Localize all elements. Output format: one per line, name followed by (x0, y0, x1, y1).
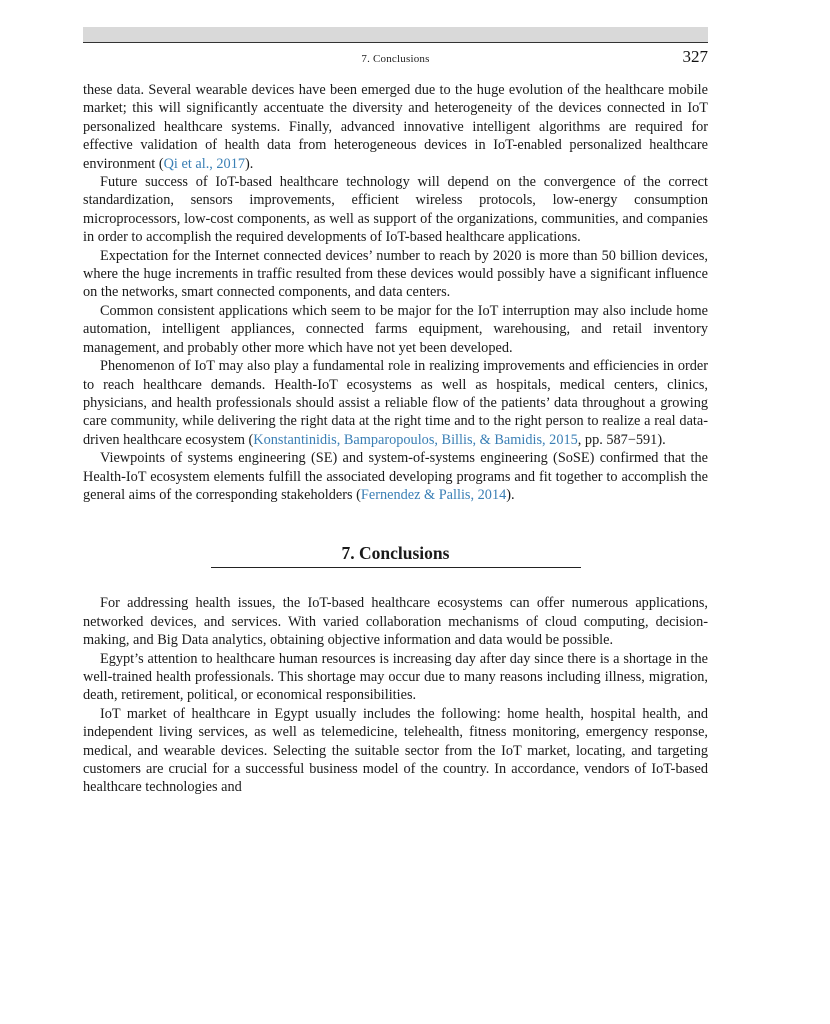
paragraph-1 (83, 81, 708, 173)
paragraph-text: Future success of IoT-based healthcare technology will depend on the convergence of the correct standardization, sensors improvements, efficient wireless protocols, low-energy consumption microprocessors, low-cost components, as well as support of the organizations, communities, and companies in order to accomplish the required developments of IoT-based healthcare applications. (83, 174, 708, 246)
paragraph-text: ). (245, 155, 254, 172)
paragraph-3 (83, 247, 708, 302)
header-bar (83, 27, 708, 42)
paragraph-4 (83, 302, 708, 357)
paragraph-text: IoT market of healthcare in Egypt usually includes the following: home health, hospital health, and independent living services, as well as telemedicine, telehealth, fitness monitoring, emergency response, medical, and wearable devices. Selecting the suitable sector from the IoT market, locating, and targeting customers are crucial for a successful business model of the country. In accordance, vendors of IoT-based healthcare technologies and (83, 705, 708, 796)
paragraph-text: Common consistent applications which seem to be major for the IoT interruption may also include home automation, intelligent appliances, connected farms equipment, warehousing, and retail inventory management, and probably other more which have not yet been developed. (83, 302, 708, 356)
citation-link-fernendez-2014[interactable]: Fernendez & Pallis, 2014 (360, 486, 507, 503)
section-rule (211, 567, 581, 568)
page-body (83, 81, 708, 797)
paragraph-text: Viewpoints of systems engineering (SE) and system-of-systems engineering (SoSE) confirmed that the Health-IoT ecosystem elements fulfill the associated developing programs and fit together to accomplish the general aims of the corresponding stakeholders ( (83, 450, 708, 503)
paragraph-text: Egypt’s attention to healthcare human resources is increasing day after day since there is a shortage in the well-trained health professionals. This shortage may occur due to many reasons including illness, migration, death, retirement, political, or economical responsibilities. (83, 650, 708, 704)
paragraph-text: , pp. 587−591). (577, 431, 666, 448)
paragraph-text: these data. Several wearable devices have been emerged due to the huge evolution of the healthcare mobile market; this will significantly accentuate the diversity and heterogeneity of the devices connected in IoT personalized healthcare systems. Finally, advanced innovative intelligent algorithms are required for effective validation of health data from heterogeneous devices in IoT-enabled personalized healthcare environment ( (83, 82, 708, 172)
paragraph-8 (83, 650, 708, 705)
paragraph-text: Phenomenon of IoT may also play a fundamental role in realizing improvements and efficiencies in order to reach healthcare demands. Health-IoT ecosystems as well as hospitals, medical centers, clinics, physicians, and health professionals should assist a reliable flow of the patients’ data throughout a growing care community, while delivering the right data at the right time and to the right person to realize a real data-driven healthcare ecosystem ( (83, 358, 708, 448)
paragraph-text: ). (506, 486, 515, 503)
paragraph-5 (83, 357, 708, 449)
header-rule (83, 42, 708, 43)
paragraph-9 (83, 705, 708, 797)
citation-link-qi-2017[interactable]: Qi et al., 2017 (163, 155, 246, 172)
paragraph-text: For addressing health issues, the IoT-based healthcare ecosystems can offer numerous applications, networked devices, and services. With varied collaboration mechanisms of cloud computing, decision-making, and Big Data analytics, obtaining objective information and data would be possible. (83, 595, 708, 649)
section-heading: 7. Conclusions (341, 543, 450, 564)
paragraph-6 (83, 449, 708, 504)
page-number: 327 (682, 47, 708, 66)
paragraph-7 (83, 594, 708, 649)
paragraph-2 (83, 173, 708, 247)
citation-link-konstantinidis-2015[interactable]: Konstantinidis, Bamparopoulos, Billis, & Bamidis, 2015 (253, 431, 578, 448)
paragraph-text: Expectation for the Internet connected devices’ number to reach by 2020 is more than 50 billion devices, where the huge increments in traffic resulted from these devices would possibly have a significant influence on the networks, smart connected components, and data centers. (83, 247, 708, 301)
running-title: 7. Conclusions (361, 53, 430, 65)
